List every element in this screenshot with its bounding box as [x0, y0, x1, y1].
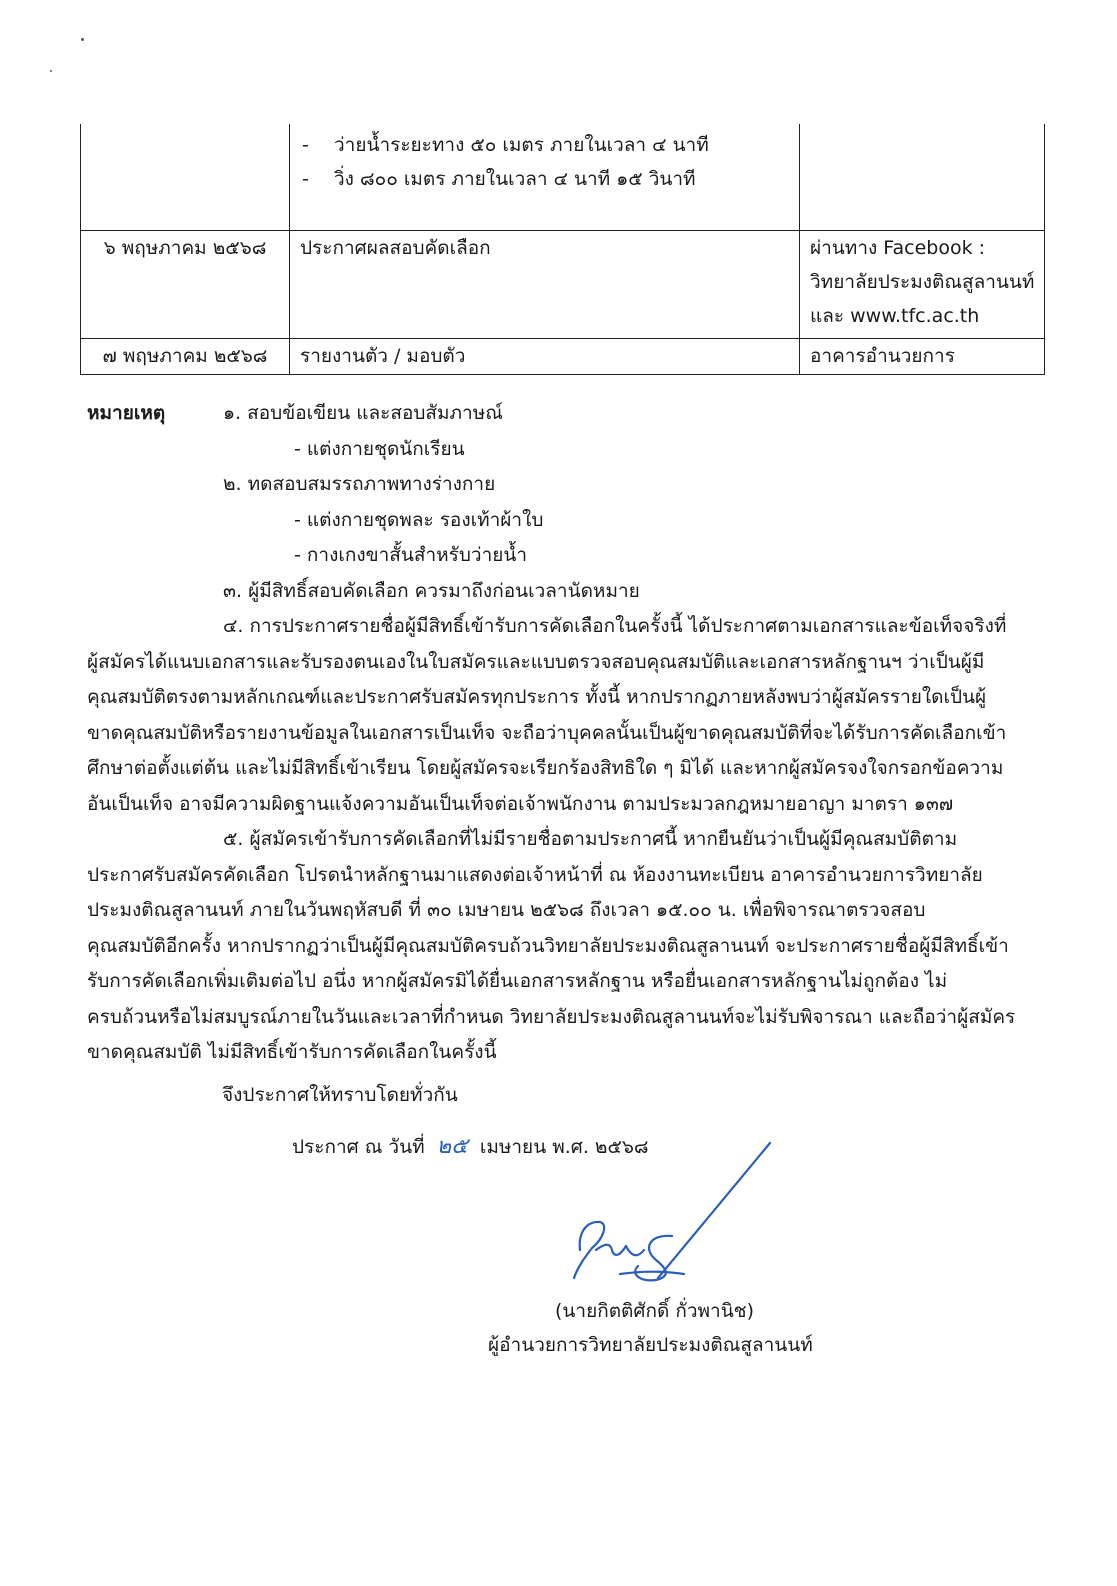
- table-row: [81, 124, 1045, 230]
- announcement-date: ประกาศ ณ วันที่ ๒๕ เมษายน พ.ศ. ๒๕๖๘: [292, 1134, 649, 1159]
- scan-speck: [50, 70, 52, 72]
- remarks-section: [87, 396, 1022, 1071]
- list-item: - วิ่ง ๘๐๐ เมตร ภายในเวลา ๔ นาที ๑๕ วินาที: [300, 162, 789, 196]
- note-paragraph-5: ๕. ผู้สมัครเข้ารับการคัดเลือกที่ไม่มีรายชื่อตามประกาศนี้ หากยืนยันว่าเป็นผู้มีคุณสมบัติตาม ประกาศรับสมัครคัดเลือก โปรดนำหลักฐานมาแสดงต่อเจ้าหน้าที่ ณ ห้องงานทะเบียน อาคารอำนวยการวิทยาลัย ประมงติณสูลานนท์ ภายในวันพฤหัสบดี ที่ ๓๐ เมษายน ๒๕๖๘ ถึงเวลา ๑๕.๐๐ น. เพื่อพิจารณาตรวจสอบ คุณสมบัติอีกครั้ง หากปรากฏว่าเป็นผู้มีคุณสมบัติครบถ้วนวิทยาลัยประมงติณสูลานนท์ จะประกาศรายชื่อผู้มีสิทธิ์เข้า รับการคัดเลือกเพิ่มเติมต่อไป อนึ่ง หากผู้สมัครมิได้ยื่นเอกสารหลักฐาน หรือยื่นเอกสารหลักฐานไม่ถูกต้อง ไม่ ครบถ้วนหรือไม่สมบูรณ์ภายในวันและเวลาที่กำหนด วิทยาลัยประมงติณสูลานนท์จะไม่รับพิจารณา และถือว่าผู้สมัคร ขาดคุณสมบัติ ไม่มีสิทธิ์เข้ารับการคัดเลือกในครั้งนี้: [87, 828, 1016, 1063]
- schedule-table: [80, 124, 1045, 375]
- item-marker: -: [302, 134, 309, 156]
- note-subitem: - แต่งกายชุดพละ รองเท้าผ้าใบ: [294, 508, 544, 531]
- closing-statement: จึงประกาศให้ทราบโดยทั่วกัน: [222, 1084, 458, 1106]
- list-item: - ว่ายน้ำระยะทาง ๕๐ เมตร ภายในเวลา ๔ นาที: [300, 128, 789, 162]
- note-item: ๓. ผู้มีสิทธิ์สอบคัดเลือก ควรมาถึงก่อนเวลานัดหมาย: [223, 579, 640, 602]
- signatory-name: (นายกิตติศักดิ์ กั่วพานิช): [555, 1300, 754, 1322]
- signatory-title: ผู้อำนวยการวิทยาลัยประมงติณสูลานนท์: [488, 1334, 813, 1356]
- note-item: ๒. ทดสอบสมรรถภาพทางร่างกาย: [223, 473, 496, 495]
- date-cell: [81, 124, 290, 230]
- date-cell: ๗ พฤษภาคม ๒๕๖๘: [81, 338, 290, 374]
- item-marker: -: [302, 168, 309, 190]
- activity-cell: [290, 124, 800, 230]
- note-item: หมายเหตุ ๑. สอบข้อเขียน และสอบสัมภาษณ์: [87, 396, 1022, 432]
- note-paragraph-4: ๔. การประกาศรายชื่อผู้มีสิทธิ์เข้ารับการคัดเลือกในครั้งนี้ ได้ประกาศตามเอกสารและข้อเท็จจริงที่ ผู้สมัครได้แนบเอกสารและรับรองตนเองในใบสมัครและแบบตรวจสอบคุณสมบัติและเอกสารหลักฐานฯ ว่าเป็นผู้มี คุณสมบัติตรงตามหลักเกณฑ์และประกาศรับสมัครทุกประการ ทั้งนี้ หากปรากฏภายหลังพบว่าผู้สมัครรายใดเป็นผู้ ขาดคุณสมบัติหรือรายงานข้อมูลในเอกสารเป็นเท็จ จะถือว่าบุคคลนั้นเป็นผู้ขาดคุณสมบัติที่จะได้รับการคัดเลือกเข้า ศึกษาต่อตั้งแต่ต้น และไม่มีสิทธิ์เข้าเรียน โดยผู้สมัครจะเรียกร้องสิทธิใด ๆ มิได้ และหากผู้สมัครจงใจกรอกข้อความ อันเป็นเท็จ อาจมีความผิดฐานแจ้งความอันเป็นเท็จต่อเจ้าพนักงาน ตามประมวลกฎหมายอาญา มาตรา ๑๓๗: [87, 615, 1007, 815]
- table-row: [81, 338, 1045, 374]
- activity-cell: ประกาศผลสอบคัดเลือก: [290, 230, 800, 338]
- location-cell: ผ่านทาง Facebook : วิทยาลัยประมงติณสูลานนท์ และ www.tfc.ac.th: [800, 230, 1045, 338]
- activity-cell: รายงานตัว / มอบตัว: [290, 338, 800, 374]
- date-cell: ๖ พฤษภาคม ๒๕๖๘: [81, 230, 290, 338]
- handwritten-day: ๒๕: [436, 1134, 468, 1159]
- note-subitem: - กางเกงขาสั้นสำหรับว่ายน้ำ: [294, 544, 528, 566]
- remarks-label: หมายเหตุ: [87, 402, 166, 424]
- scan-speck: [81, 38, 84, 41]
- signature: [560, 1138, 790, 1298]
- location-cell: [800, 124, 1045, 230]
- location-cell: อาคารอำนวยการ: [800, 338, 1045, 374]
- note-subitem: - แต่งกายชุดนักเรียน: [294, 437, 465, 460]
- table-row: [81, 230, 1045, 338]
